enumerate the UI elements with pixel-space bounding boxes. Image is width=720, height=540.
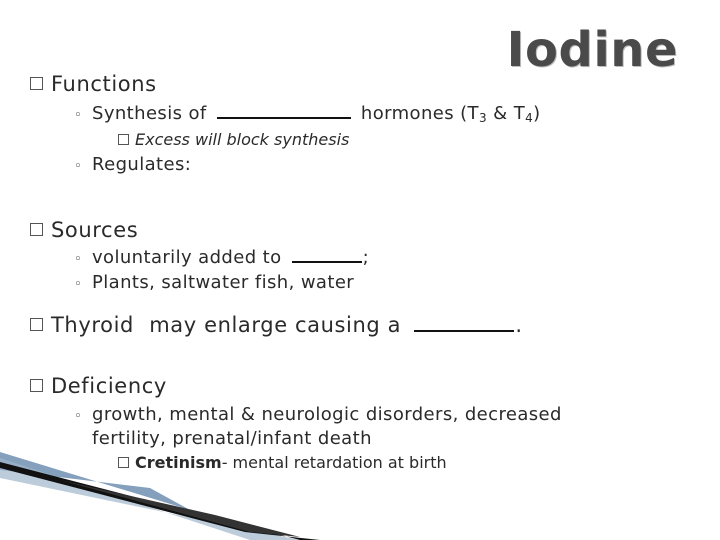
cretinism-term: Cretinism	[135, 453, 222, 472]
bullet-box	[30, 379, 43, 392]
deficiency-line1: growth, mental & neurologic disorders, decreased	[92, 404, 562, 425]
sources-blank	[292, 260, 362, 263]
synthesis-row	[74, 103, 541, 125]
bullet-ring: ◦	[74, 108, 83, 123]
sources-item1-row	[74, 247, 369, 268]
sources-heading-row	[30, 218, 138, 242]
bullet-ring: ◦	[74, 409, 83, 424]
bullet-box	[30, 77, 43, 90]
bullet-box	[118, 134, 129, 145]
excess-note-row	[118, 130, 349, 149]
thyroid-text: may enlarge causing a	[149, 313, 402, 337]
thyroid-heading: Thyroid	[51, 313, 134, 337]
synthesis-blank	[217, 116, 351, 119]
functions-heading-row	[30, 72, 157, 96]
excess-note: Excess will block synthesis	[135, 130, 350, 149]
deficiency-line1-row	[74, 404, 562, 425]
synthesis-suffix: hormones (T	[360, 103, 479, 124]
sources-item1-suffix: ;	[362, 247, 370, 268]
deficiency-heading-row	[30, 374, 167, 398]
sources-heading: Sources	[51, 218, 139, 242]
synthesis-end: )	[533, 103, 541, 124]
slide-title: Iodine	[506, 22, 678, 78]
regulates-text: Regulates:	[92, 154, 192, 175]
bullet-box	[30, 223, 43, 236]
regulates-row	[74, 154, 191, 175]
deficiency-line2: fertility, prenatal/infant death	[92, 428, 372, 449]
decor-dark-wedge-2	[60, 480, 300, 537]
sources-item1-prefix: voluntarily added to	[92, 247, 282, 268]
cretinism-row	[118, 453, 447, 472]
functions-heading: Functions	[51, 72, 157, 96]
t4-subscript: 4	[525, 111, 534, 125]
bullet-ring: ◦	[74, 277, 83, 292]
bullet-ring: ◦	[74, 159, 83, 174]
thyroid-row	[30, 313, 523, 337]
bullet-box	[118, 457, 129, 468]
thyroid-end: .	[515, 313, 523, 337]
sources-item2-row	[74, 272, 354, 293]
t3-subscript: 3	[478, 111, 488, 125]
sources-item2: Plants, saltwater fish, water	[92, 272, 355, 293]
synthesis-mid: & T	[487, 103, 526, 124]
deficiency-heading: Deficiency	[51, 374, 167, 398]
bullet-box	[30, 318, 43, 331]
synthesis-prefix: Synthesis of	[92, 103, 207, 124]
bullet-ring: ◦	[74, 252, 83, 267]
cretinism-text: - mental retardation at birth	[221, 453, 447, 472]
thyroid-blank	[414, 329, 514, 332]
deficiency-line2-row	[92, 428, 372, 449]
